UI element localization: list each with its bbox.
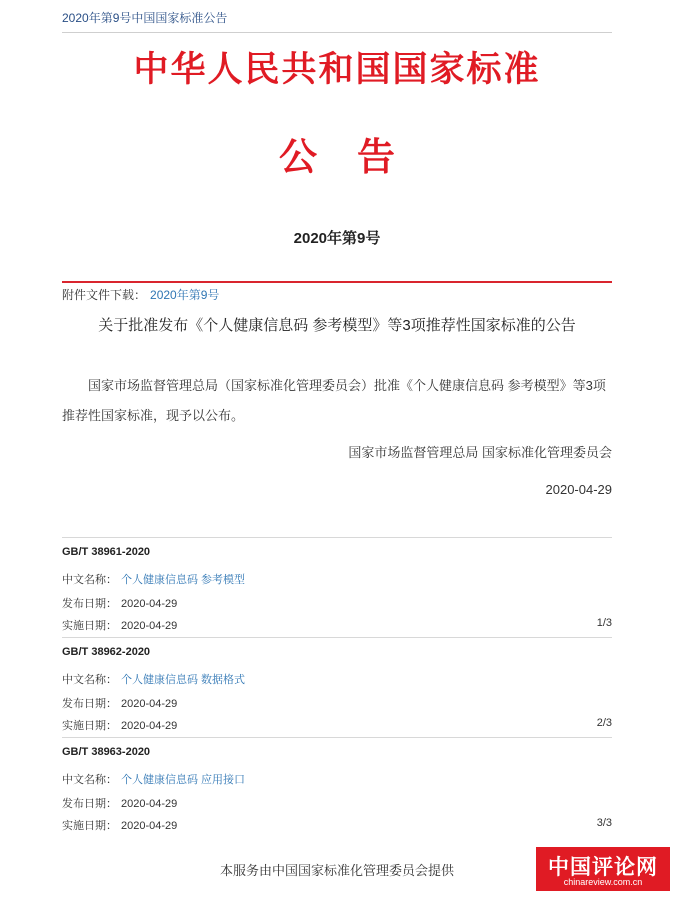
attachment-row [62,286,219,303]
standard-item [62,637,612,738]
effective-date-value: 2020-04-29 [121,620,178,632]
standard-name-row [62,771,245,787]
announcement-body: 国家市场监督管理总局（国家标准化管理委员会）批准《个人健康信息码 参考模型》等3项推荐性国家标准，现予以公布。 [62,378,606,423]
effective-date-value: 2020-04-29 [121,720,178,732]
publish-date-row [62,795,177,811]
top-bar [62,4,612,33]
standard-name-row [62,571,245,587]
page-indicator: 2/3 [596,717,612,729]
publish-date-value: 2020-04-29 [121,698,178,710]
effective-date-label: 实施日期： [62,820,117,832]
publish-date-value: 2020-04-29 [121,598,178,610]
standard-name-row [62,671,245,687]
page-title: 中华人民共和国国家标准 [133,50,541,89]
effective-date-row [62,617,177,633]
effective-date-row [62,717,177,733]
effective-date-value: 2020-04-29 [121,820,178,832]
watermark-logo [536,847,670,891]
standard-code: GB/T 38962-2020 [62,646,151,658]
publish-date-row [62,695,177,711]
cn-name-label: 中文名称： [62,774,117,786]
standard-name-link[interactable]: 个人健康信息码 数据格式 [121,674,246,686]
effective-date-row [62,817,177,833]
attachment-label: 附件文件下载： [62,288,147,302]
announcement-title: 关于批准发布《个人健康信息码 参考模型》等3项推荐性国家标准的公告 [98,317,576,334]
effective-date-label: 实施日期： [62,720,117,732]
standard-item [62,537,612,638]
announcement-issuer: 国家市场监督管理总局 国家标准化管理委员会 [348,445,612,460]
attachment-download-link[interactable]: 2020年第9号 [150,288,220,302]
publish-date-label: 发布日期： [62,698,117,710]
page-subtitle: 公告 [278,137,435,179]
standard-item [62,737,612,838]
publish-date-value: 2020-04-29 [121,798,178,810]
breadcrumb[interactable]: 2020年第9号中国国家标准公告 [62,11,228,25]
issue-number: 2020年第9号 [293,230,381,247]
effective-date-label: 实施日期： [62,620,117,632]
standard-name-link[interactable]: 个人健康信息码 应用接口 [121,774,246,786]
publish-date-label: 发布日期： [62,598,117,610]
watermark-en: chinareview.com.cn [563,877,643,887]
page-indicator: 3/3 [596,817,612,829]
standard-code: GB/T 38963-2020 [62,746,151,758]
cn-name-label: 中文名称： [62,574,117,586]
footer-text: 本服务由中国国家标准化管理委员会提供 [219,863,454,878]
publish-date-row [62,595,177,611]
announcement-date: 2020-04-29 [545,482,612,497]
standard-code: GB/T 38961-2020 [62,546,151,558]
standard-name-link[interactable]: 个人健康信息码 参考模型 [121,574,246,586]
publish-date-label: 发布日期： [62,798,117,810]
cn-name-label: 中文名称： [62,674,117,686]
page-indicator: 1/3 [596,617,612,629]
watermark-cn: 中国评论网 [548,856,658,879]
divider-red [62,281,612,283]
